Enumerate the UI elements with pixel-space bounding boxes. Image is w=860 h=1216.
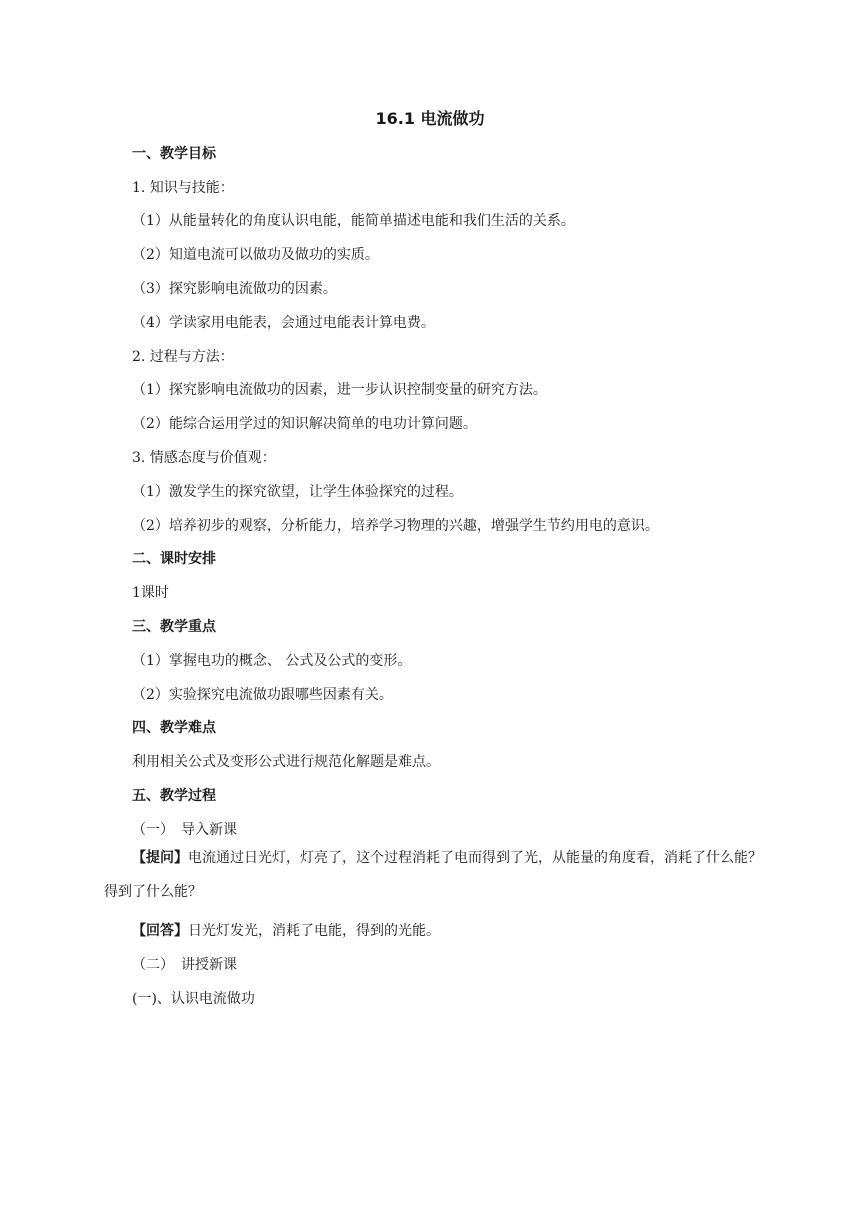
objective-item: （1）从能量转化的角度认识电能，能简单描述电能和我们生活的关系。: [132, 213, 575, 229]
question-tag: 【提问】: [132, 850, 188, 866]
objective-item: （2）知道电流可以做功及做功的实质。: [132, 247, 379, 263]
answer-tag: 【回答】: [132, 923, 188, 939]
section-heading-difficulties: 四、教学难点: [132, 720, 216, 736]
objective-item: （2）能综合运用学过的知识解决简单的电功计算问题。: [132, 416, 477, 432]
answer-text: 日光灯发光，消耗了电能，得到的光能。: [188, 923, 440, 939]
question-paragraph: [104, 841, 764, 909]
objective-item: （1）激发学生的探究欲望，让学生体验探究的过程。: [132, 484, 463, 500]
objective-item: （3）探究影响电流做功的因素。: [132, 281, 337, 297]
difficulty-text: 利用相关公式及变形公式进行规范化解题是难点。: [132, 754, 440, 770]
section-heading-key-points: 三、教学重点: [132, 619, 216, 635]
process-subsection: (一)、认识电流做功: [132, 991, 255, 1007]
key-point-item: （2）实验探究电流做功跟哪些因素有关。: [132, 687, 393, 703]
objective-item: （4）学读家用电能表，会通过电能表计算电费。: [132, 315, 435, 331]
document-title: 16.1 电流做功: [375, 109, 485, 128]
objective-item: （1）探究影响电流做功的因素，进一步认识控制变量的研究方法。: [132, 382, 547, 398]
answer-paragraph: [132, 921, 440, 941]
objective-item: （2）培养初步的观察，分析能力，培养学习物理的兴趣，增强学生节约用电的意识。: [132, 518, 659, 534]
subheading-knowledge-skills: 1. 知识与技能：: [132, 180, 234, 196]
section-heading-objectives: 一、教学目标: [132, 146, 216, 162]
schedule-text: 1课时: [132, 585, 169, 601]
section-heading-schedule: 二、课时安排: [132, 551, 216, 567]
question-text: 电流通过日光灯，灯亮了，这个过程消耗了电而得到了光，从能量的角度看，消耗了什么能？得到了什么能？: [104, 850, 762, 900]
subheading-process-method: 2. 过程与方法：: [132, 349, 234, 365]
subheading-attitude-values: 3. 情感态度与价值观：: [132, 450, 276, 466]
key-point-item: （1）掌握电功的概念、 公式及公式的变形。: [132, 653, 412, 669]
process-part-intro: （一） 导入新课: [132, 822, 237, 838]
section-heading-process: 五、教学过程: [132, 788, 216, 804]
process-part-teaching: （二） 讲授新课: [132, 957, 237, 973]
